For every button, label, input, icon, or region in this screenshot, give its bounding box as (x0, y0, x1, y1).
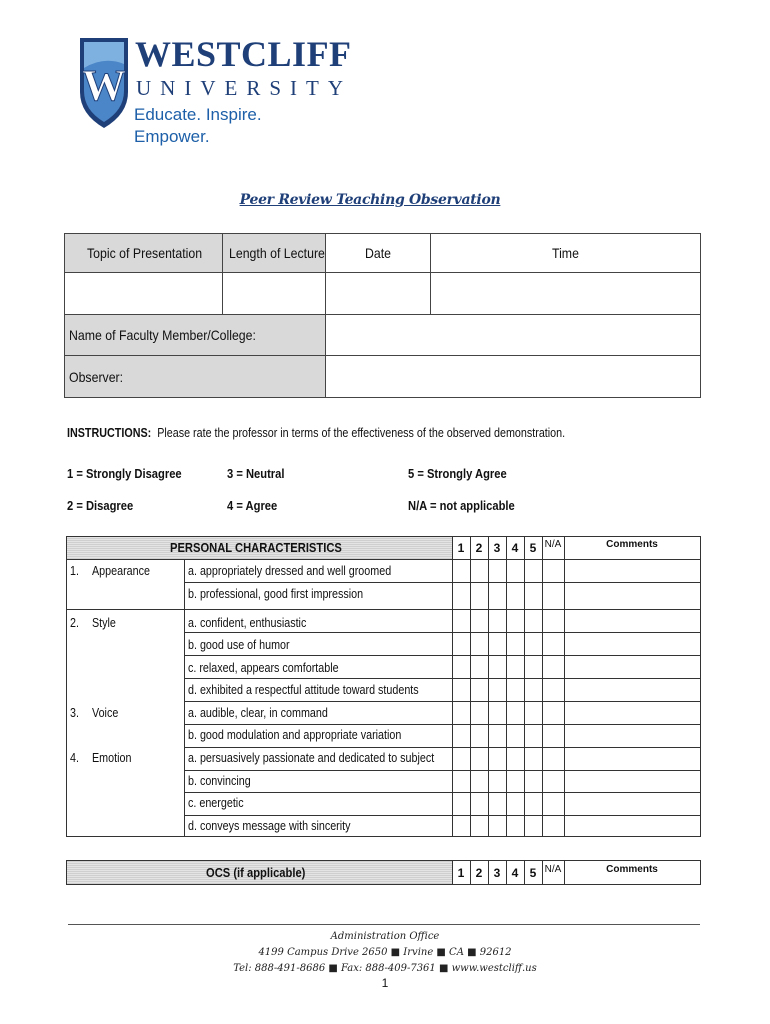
footer-divider (68, 924, 700, 925)
rating-col-1: 1 (457, 866, 465, 880)
rating-col-5: 5 (529, 866, 537, 880)
scale-5: 5 = Strongly Agree (408, 466, 507, 481)
category-num: 4. (70, 751, 79, 765)
rating-col-3: 3 (493, 541, 501, 555)
item-text: b. good modulation and appropriate variation (188, 728, 402, 742)
col-time: Time (552, 245, 579, 261)
category-emotion: Emotion (92, 751, 132, 765)
category-num: 3. (70, 706, 79, 720)
section-title: PERSONAL CHARACTERISTICS (170, 540, 342, 555)
item-text: b. professional, good first impression (188, 587, 364, 601)
item-text: a. audible, clear, in command (188, 706, 328, 720)
category-style: Style (92, 616, 116, 630)
col-date: Date (365, 245, 392, 261)
observer-label: Observer: (69, 369, 124, 385)
rating-col-5: 5 (529, 541, 537, 555)
rating-col-na: N/A (544, 864, 562, 875)
svg-text:W: W (82, 61, 126, 110)
scale-4: 4 = Agree (227, 498, 278, 513)
item-text: a. persuasively passionate and dedicated to subject (188, 751, 435, 765)
category-appearance: Appearance (92, 564, 150, 578)
scale-3: 3 = Neutral (227, 466, 285, 481)
category-num: 1. (70, 564, 79, 578)
item-text: d. conveys message with sincerity (188, 819, 351, 833)
rating-col-3: 3 (493, 866, 501, 880)
logo-subtitle: UNIVERSITY (136, 76, 352, 100)
footer-address: 4199 Campus Drive 2650 ■ Irvine ■ CA ■ 92612 (258, 947, 512, 958)
col-length: Length of Lecture (229, 245, 325, 261)
item-text: b. good use of humor (188, 638, 290, 652)
category-num: 2. (70, 616, 79, 630)
ocs-title: OCS (if applicable) (206, 865, 306, 880)
instructions-label: INSTRUCTIONS: (67, 426, 152, 440)
scale-na: N/A = not applicable (408, 498, 515, 513)
faculty-label: Name of Faculty Member/College: (69, 327, 256, 343)
logo-wordmark: WESTCLIFF (135, 34, 352, 74)
col-topic: Topic of Presentation (87, 245, 203, 261)
rating-col-2: 2 (475, 866, 483, 880)
item-text: c. energetic (188, 796, 244, 810)
item-text: d. exhibited a respectful attitude toward students (188, 683, 419, 697)
instructions-text: Please rate the professor in terms of the effectiveness of the observed demonstration. (157, 426, 566, 440)
logo-tagline: Educate. Inspire. Empower. (134, 105, 262, 146)
comments-header: Comments (606, 864, 658, 875)
form-title: Peer Review Teaching Observation (239, 192, 501, 208)
comments-header: Comments (606, 539, 658, 550)
footer-contact: Tel: 888-491-8686 ■ Fax: 888-409-7361 ■ www.westcliff.us (233, 963, 537, 974)
page-number: 1 (381, 976, 389, 990)
rating-col-4: 4 (511, 541, 519, 555)
footer-office: Administration Office (330, 931, 440, 942)
rating-col-4: 4 (511, 866, 519, 880)
item-text: b. convincing (188, 774, 251, 788)
item-text: a. appropriately dressed and well groomed (188, 564, 392, 578)
category-voice: Voice (92, 706, 119, 720)
item-text: c. relaxed, appears comfortable (188, 661, 339, 675)
scale-2: 2 = Disagree (67, 498, 134, 513)
item-text: a. confident, enthusiastic (188, 616, 307, 630)
rating-col-2: 2 (475, 541, 483, 555)
scale-1: 1 = Strongly Disagree (67, 466, 182, 481)
rating-col-na: N/A (544, 539, 562, 550)
rating-col-1: 1 (457, 541, 465, 555)
